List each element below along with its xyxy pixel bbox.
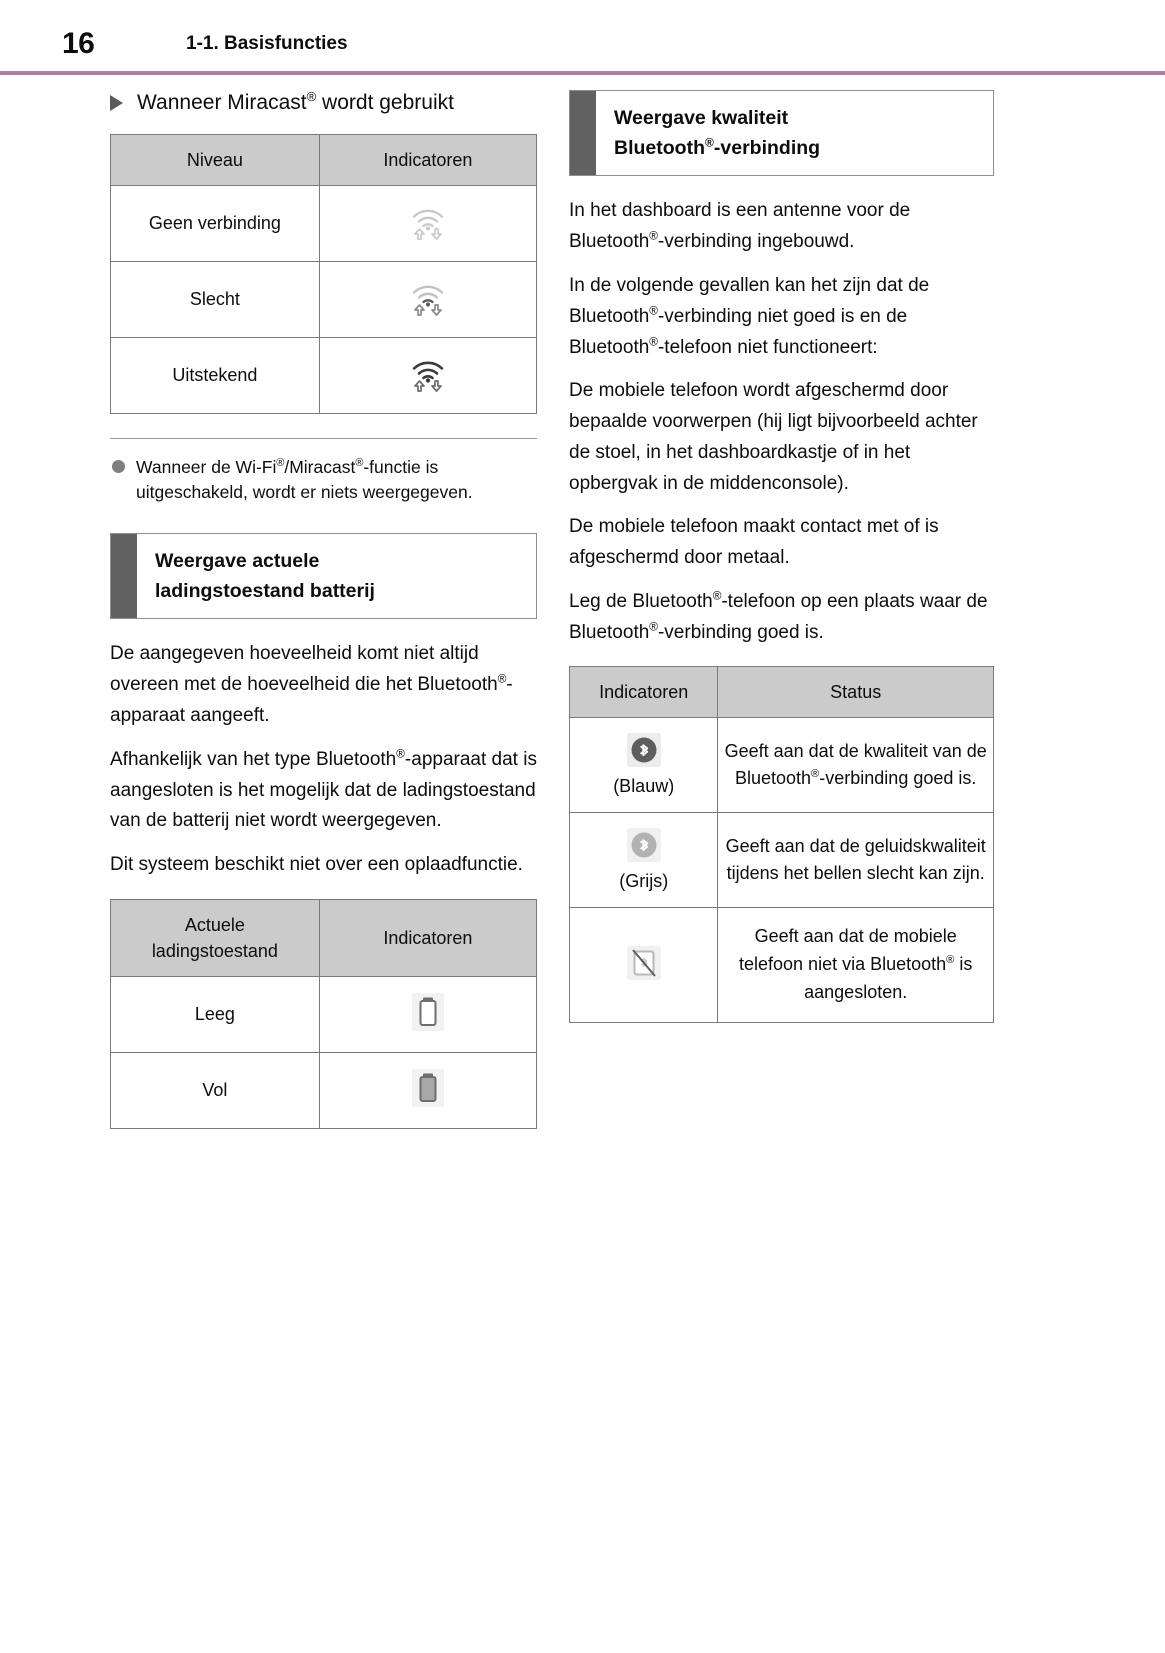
table-header-row xyxy=(111,899,537,976)
heading-line-1: Weergave kwaliteit xyxy=(614,107,789,129)
column-header-status: Status xyxy=(718,667,994,718)
miracast-heading xyxy=(110,90,537,116)
registered-mark: ® xyxy=(355,457,364,470)
signal-level-label: Slecht xyxy=(111,262,320,338)
wifi-signal-strong-icon xyxy=(407,353,449,393)
note-text: Wanneer de Wi-Fi®/Miracast®-functie is uitgeschakeld, wordt er niets weergegeven. xyxy=(136,457,473,503)
table-row xyxy=(570,718,994,813)
registered-mark: ® xyxy=(811,768,820,781)
battery-state-label: Vol xyxy=(111,1053,320,1129)
signal-indicator-cell xyxy=(319,186,536,262)
heading-accent-bar xyxy=(570,91,596,175)
bluetooth-grey-icon xyxy=(627,828,661,862)
heading-text xyxy=(596,91,830,175)
registered-mark: ® xyxy=(649,229,658,243)
page-title: 1-1. Basisfuncties xyxy=(186,33,348,54)
bluetooth-paragraph-5: Leg de Bluetooth®-telefoon op een plaats waar de Bluetooth®-verbinding goed is. xyxy=(569,589,988,643)
bluetooth-status-description: Geeft aan dat de mobiele telefoon niet via Bluetooth® is aangesloten. xyxy=(718,908,994,1023)
signal-indicator-cell xyxy=(319,262,536,338)
signal-level-label: Geen verbinding xyxy=(111,186,320,262)
page-number: 16 xyxy=(62,27,95,60)
heading-line-2: Bluetooth®-verbinding xyxy=(614,135,821,160)
signal-indicator-cell xyxy=(319,338,536,414)
battery-state-table xyxy=(110,899,537,1129)
bluetooth-status-table xyxy=(569,666,994,1023)
table-header-row xyxy=(570,667,994,718)
battery-section-heading xyxy=(110,533,537,619)
registered-mark: ® xyxy=(704,135,714,150)
column-header-niveau: Niveau xyxy=(111,135,320,186)
wifi-signal-weak-icon xyxy=(407,277,449,317)
column-header-indicatoren: Indicatoren xyxy=(319,899,536,976)
table-row xyxy=(111,186,537,262)
table-row xyxy=(111,262,537,338)
battery-full-icon xyxy=(411,1068,445,1108)
table-row xyxy=(570,908,994,1023)
signal-level-label: Uitstekend xyxy=(111,338,320,414)
bluetooth-blue-icon xyxy=(627,733,661,767)
registered-mark: ® xyxy=(497,672,507,686)
battery-paragraph-2: Afhankelijk van het type Bluetooth®-apparaat dat is aangesloten is het mogelijk dat de ladingstoestand van de batterij niet wordt weergegeven. xyxy=(110,747,537,832)
header-divider xyxy=(0,71,1165,75)
triangle-right-icon xyxy=(110,95,123,111)
table-row xyxy=(111,977,537,1053)
column-header-indicatoren: Indicatoren xyxy=(570,667,718,718)
table-row xyxy=(570,813,994,908)
bluetooth-paragraph-4: De mobiele telefoon maakt contact met of is afgeschermd door metaal. xyxy=(569,516,939,569)
heading-line-1: Weergave actuele xyxy=(155,550,320,573)
bluetooth-color-label: (Grijs) xyxy=(619,871,669,892)
signal-level-table xyxy=(110,134,537,414)
bluetooth-section-heading xyxy=(569,90,994,176)
bluetooth-paragraph-1: In het dashboard is een antenne voor de Bluetooth®-verbinding ingebouwd. xyxy=(569,200,911,253)
battery-paragraph-3: Dit systeem beschikt niet over een oplaadfunctie. xyxy=(110,854,523,876)
miracast-heading-text: Wanneer Miracast® wordt gebruikt xyxy=(137,89,454,114)
miracast-note xyxy=(110,455,537,505)
battery-paragraph-1: De aangegeven hoeveelheid komt niet altijd overeen met de hoeveelheid die het Bluetooth®-apparaat aangeeft. xyxy=(110,643,513,726)
registered-mark: ® xyxy=(276,457,285,470)
bluetooth-paragraph-2: In de volgende gevallen kan het zijn dat de Bluetooth®-verbinding niet goed is en de Bluetooth®-telefoon niet functioneert: xyxy=(569,274,930,358)
note-divider xyxy=(110,438,537,439)
bluetooth-color-label: (Blauw) xyxy=(613,776,675,797)
registered-mark: ® xyxy=(649,304,658,318)
registered-mark: ® xyxy=(712,589,722,603)
column-header-indicatoren: Indicatoren xyxy=(319,135,536,186)
bluetooth-disconnected-icon xyxy=(627,946,661,980)
heading-text xyxy=(137,534,385,618)
heading-accent-bar xyxy=(111,534,137,618)
wifi-signal-none-icon xyxy=(407,201,449,241)
bluetooth-status-description: Geeft aan dat de geluidskwaliteit tijdens het bellen slecht kan zijn. xyxy=(718,813,994,908)
registered-mark: ® xyxy=(649,335,658,349)
battery-empty-icon xyxy=(411,992,445,1032)
bluetooth-indicator-cell xyxy=(570,813,718,908)
table-row xyxy=(111,338,537,414)
right-column xyxy=(569,90,994,1023)
bluetooth-paragraph-3: De mobiele telefoon wordt afgeschermd door bepaalde voorwerpen (hij ligt bijvoorbeeld achter de stoel, in het dashboardkastje of in het opbergvak in de middenconsole). xyxy=(569,380,978,494)
registered-mark: ® xyxy=(306,89,317,104)
bluetooth-status-description: Geeft aan dat de kwaliteit van de Bluetooth®-verbinding goed is. xyxy=(718,718,994,813)
registered-mark: ® xyxy=(946,954,955,967)
bluetooth-indicator-cell xyxy=(570,908,718,1023)
page-header xyxy=(0,0,1165,75)
table-row xyxy=(111,1053,537,1129)
battery-indicator-cell xyxy=(319,1053,536,1129)
battery-indicator-cell xyxy=(319,977,536,1053)
table-header-row xyxy=(111,135,537,186)
registered-mark: ® xyxy=(649,620,658,634)
registered-mark: ® xyxy=(396,747,405,761)
heading-line-2: ladingstoestand batterij xyxy=(155,580,375,603)
left-column xyxy=(110,90,537,1129)
column-header-actuele-ladingstoestand: Actuele ladingstoestand xyxy=(111,899,320,976)
battery-state-label: Leeg xyxy=(111,977,320,1053)
bluetooth-indicator-cell xyxy=(570,718,718,813)
bullet-dot-icon xyxy=(112,460,125,473)
